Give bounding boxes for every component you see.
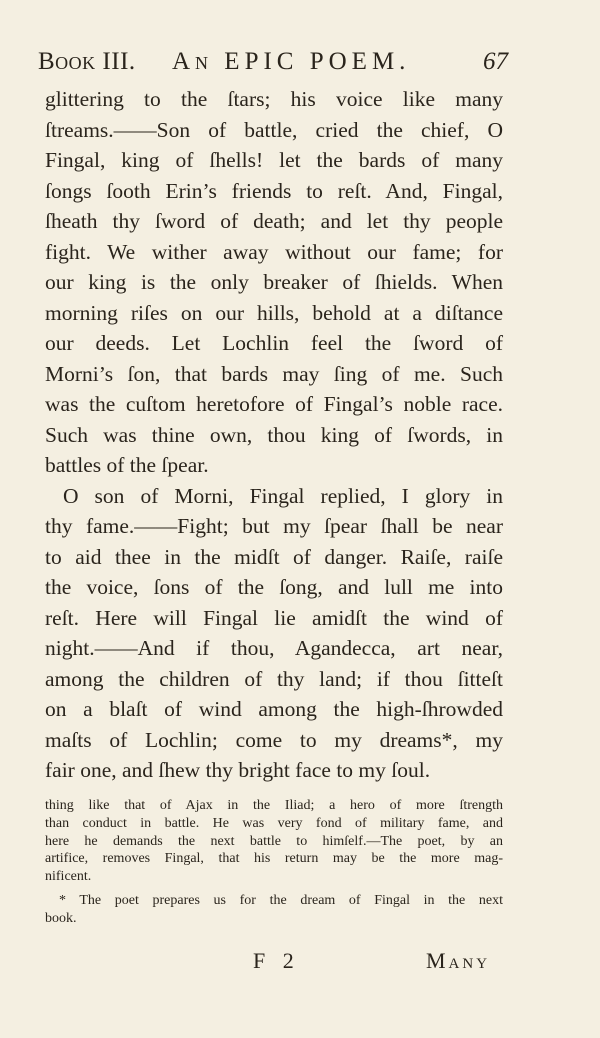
page-footer bbox=[0, 948, 600, 978]
main-text bbox=[45, 84, 503, 786]
text-line: O son of Morni, Fingal replied, I glory in bbox=[63, 483, 503, 508]
footnote-line: book. bbox=[45, 910, 77, 926]
page-number: 67 bbox=[483, 48, 508, 75]
text-line: fight. We wither away without our fame; for bbox=[45, 239, 503, 264]
text-line: Fingal, king of ſhells! let the bards of many bbox=[45, 148, 503, 172]
text-line: battles of the ſpear. bbox=[45, 453, 209, 477]
text-line: maſts of Lochlin; come to my dreams*, my bbox=[45, 727, 503, 752]
footnote-line: nificent. bbox=[45, 869, 92, 885]
text-line: ſongs ſooth Erin’s friends to reſt. And, Fingal, bbox=[45, 178, 503, 203]
footnote-line: thing like that of Ajax in the Iliad; a hero of more ſtrength bbox=[45, 798, 503, 813]
text-line: glittering to the ſtars; his voice like many bbox=[45, 87, 503, 111]
book-label: Book III. bbox=[38, 48, 136, 75]
footnote-line: * The poet prepares us for the dream of Fingal in the next bbox=[59, 892, 503, 908]
text-line: on a blaſt of wind among the high-ſhrowded bbox=[45, 697, 503, 721]
text-line: our deeds. Let Lochlin feel the ſword of bbox=[45, 331, 503, 355]
footnotes bbox=[45, 797, 503, 928]
running-title: An EPIC POEM. bbox=[172, 48, 411, 75]
footnote-line: than conduct in battle. He was very fond of military fame, and bbox=[45, 815, 503, 831]
footnote-line: here he demands the next battle to himſelf.—The poet, by an bbox=[45, 833, 503, 849]
text-line: Morni’s ſon, that bards may ſing of me. Such bbox=[45, 361, 503, 386]
text-line: to aid thee in the midſt of danger. Raiſe, raiſe bbox=[45, 544, 503, 569]
signature-mark: F 2 bbox=[253, 948, 300, 973]
catchword: Many bbox=[426, 948, 491, 973]
text-line: was the cuſtom heretofore of Fingal’s noble race. bbox=[45, 392, 503, 416]
text-line: our king is the only breaker of ſhields. When bbox=[45, 270, 503, 294]
text-line: Such was thine own, thou king of ſwords, in bbox=[45, 422, 503, 447]
text-line: ſheath thy ſword of death; and let thy people bbox=[45, 209, 503, 233]
text-line: morning riſes on our hills, behold at a diſtance bbox=[45, 300, 503, 325]
text-line: among the children of thy land; if thou ſitteſt bbox=[45, 666, 503, 691]
text-line: thy fame.——Fight; but my ſpear ſhall be near bbox=[45, 514, 503, 538]
text-line: the voice, ſons of the ſong, and lull me into bbox=[45, 575, 503, 599]
text-line: reſt. Here will Fingal lie amidſt the wind of bbox=[45, 605, 503, 630]
text-line: ſtreams.——Son of battle, cried the chief, O bbox=[45, 117, 503, 142]
text-line: fair one, and ſhew thy bright face to my ſoul. bbox=[45, 758, 431, 782]
footnote-line: artifice, removes Fingal, that his return may be the more mag- bbox=[45, 851, 503, 867]
running-header bbox=[38, 44, 508, 80]
text-line: night.——And if thou, Agandecca, art near, bbox=[45, 636, 503, 660]
